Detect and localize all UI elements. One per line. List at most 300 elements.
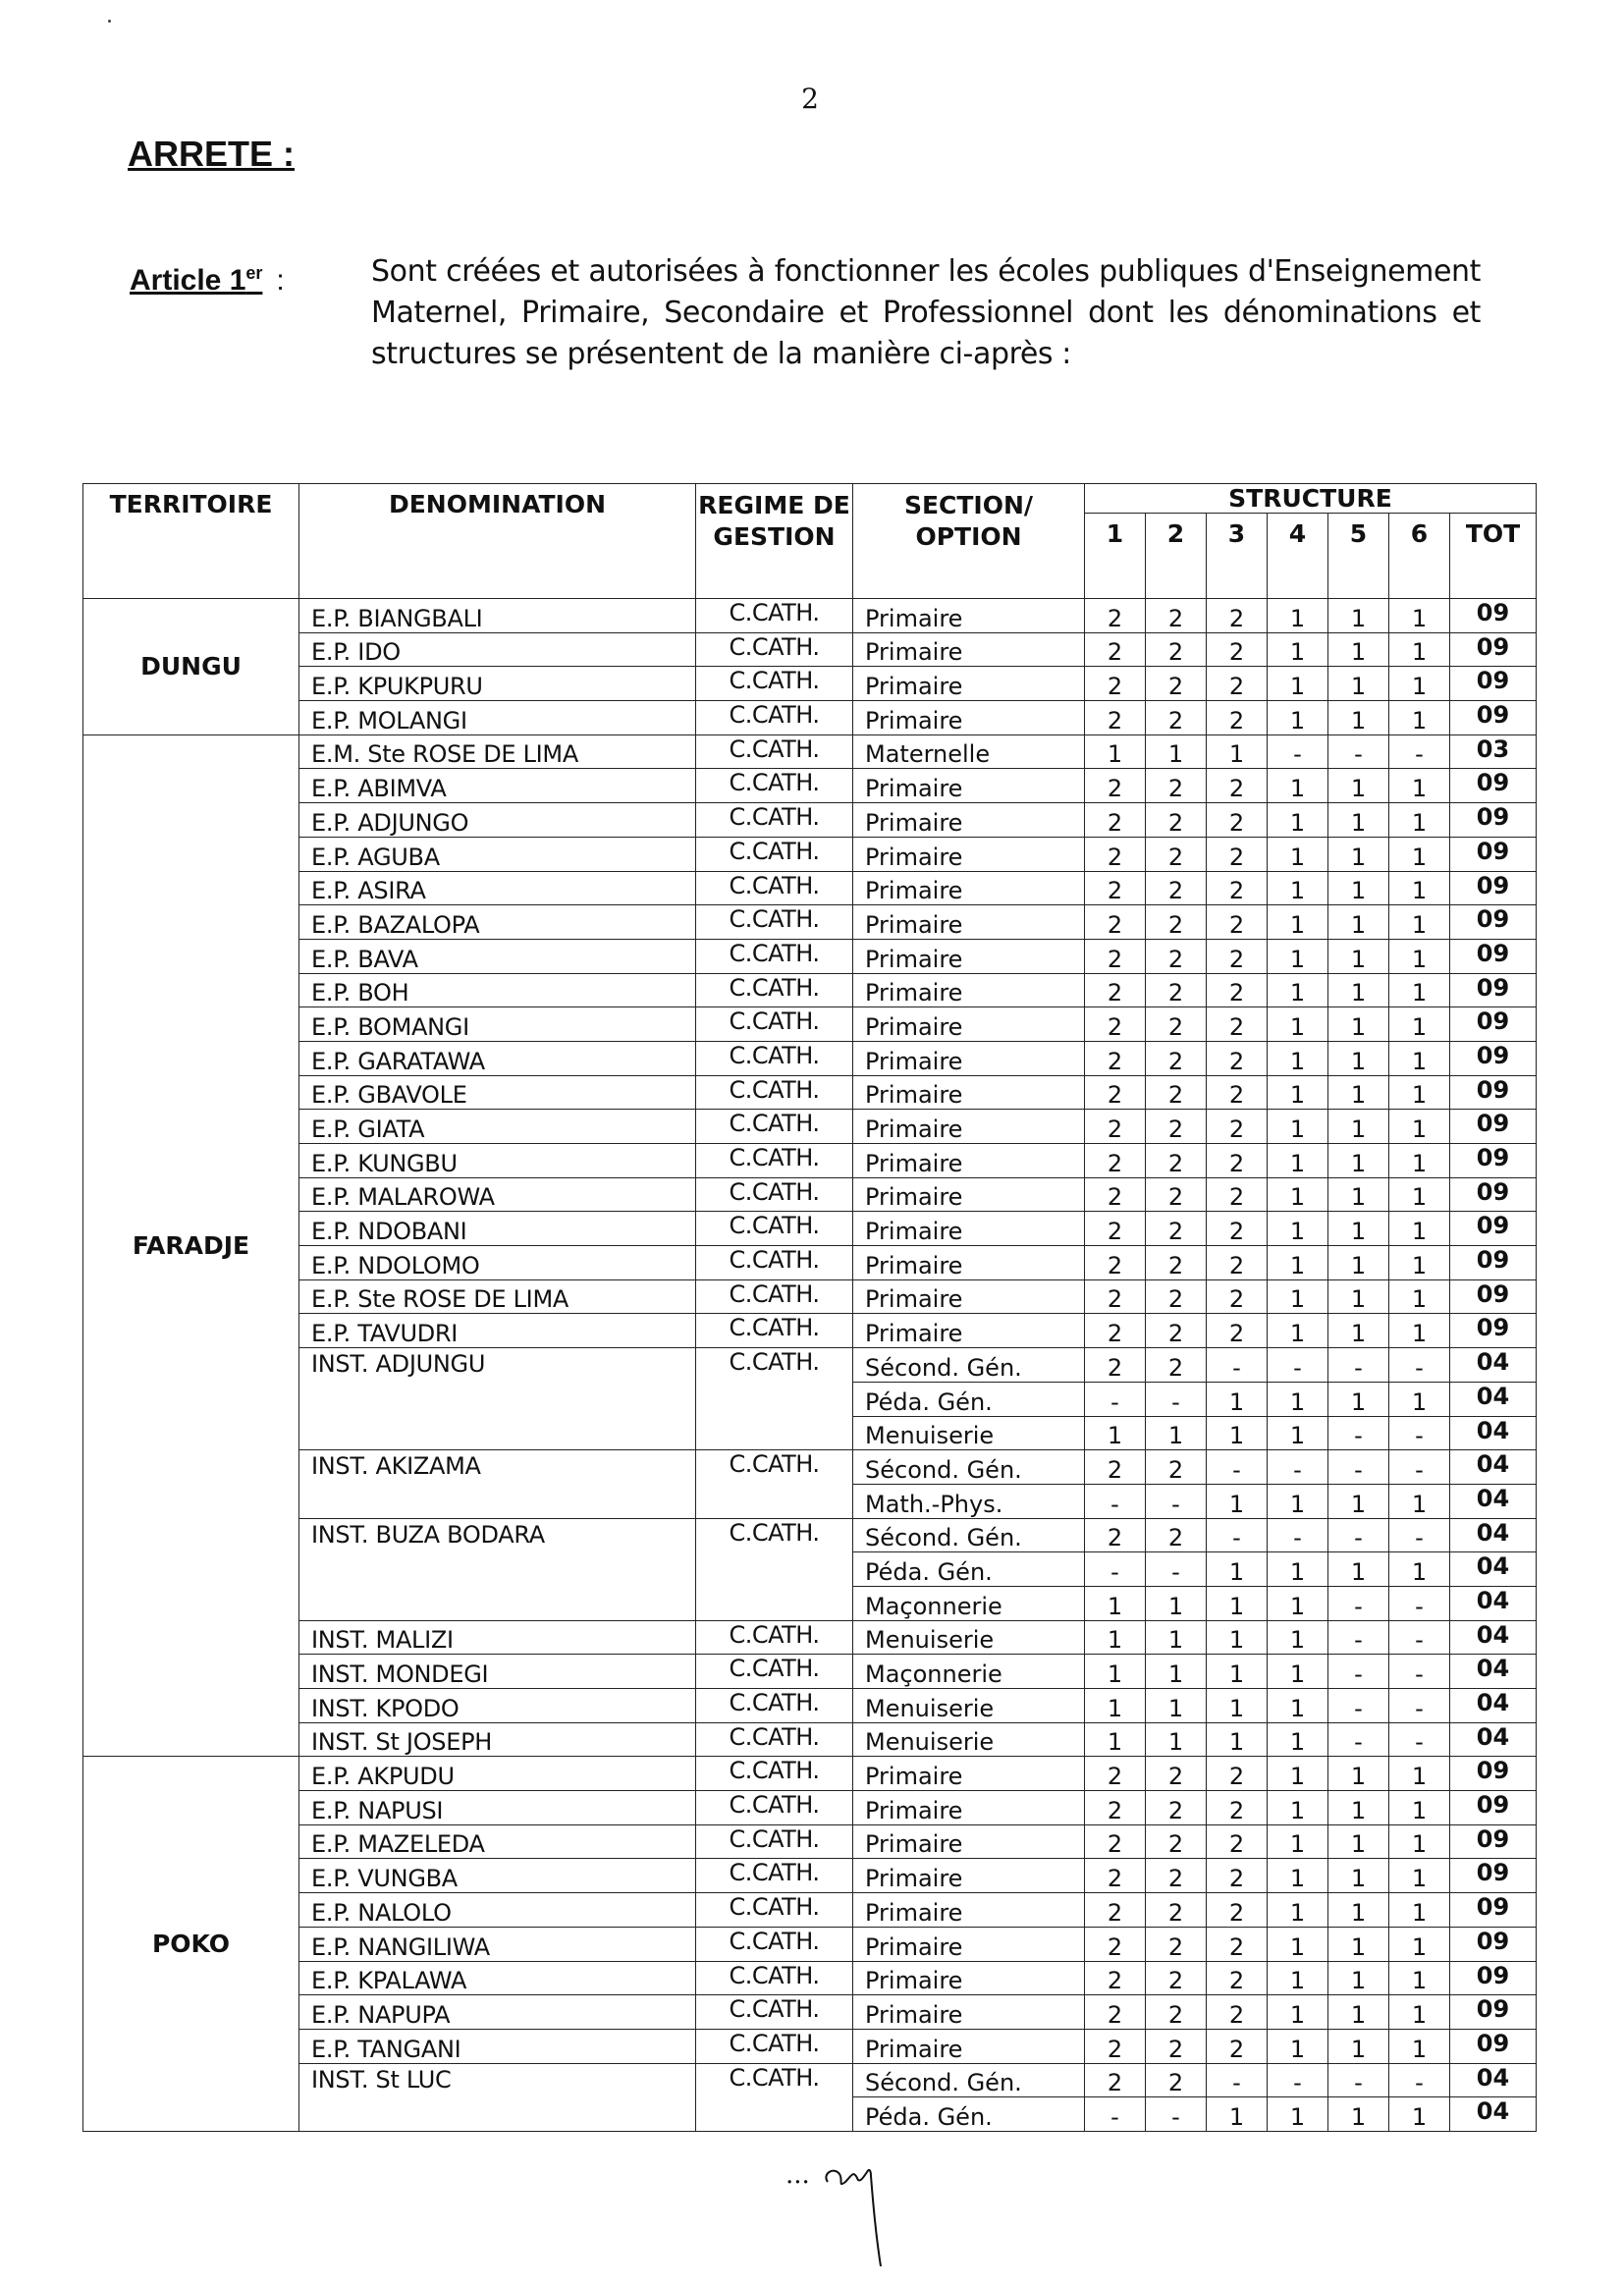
structure-cell-5: 1 — [1328, 803, 1389, 838]
structure-cell-4: 1 — [1268, 1110, 1328, 1144]
structure-cell-6: 1 — [1389, 1144, 1450, 1178]
regime-cell: C.CATH. — [696, 769, 853, 803]
structure-cell-1: 2 — [1085, 1893, 1146, 1928]
regime-cell: C.CATH. — [696, 1893, 853, 1928]
structure-cell-3: 1 — [1207, 1689, 1268, 1723]
structure-cell-5: 1 — [1328, 769, 1389, 803]
denomination-cell: E.P. MAZELEDA — [299, 1824, 696, 1859]
structure-cell-4: 1 — [1268, 1620, 1328, 1655]
structure-cell-1: 2 — [1085, 905, 1146, 940]
denomination-cell: E.P. NAPUSI — [299, 1791, 696, 1825]
total-cell: 09 — [1450, 701, 1537, 735]
regime-cell: C.CATH. — [696, 905, 853, 940]
structure-cell-6: - — [1389, 1518, 1450, 1552]
denomination-cell: E.P. KUNGBU — [299, 1144, 696, 1178]
table-row — [83, 1791, 1537, 1825]
structure-cell-3: 2 — [1207, 1995, 1268, 2030]
structure-cell-6: 1 — [1389, 1110, 1450, 1144]
structure-cell-4: 1 — [1268, 803, 1328, 838]
section-cell: Primaire — [853, 1075, 1085, 1110]
structure-cell-4: 1 — [1268, 1484, 1328, 1518]
structure-cell-6: - — [1389, 1689, 1450, 1723]
structure-cell-2: 2 — [1146, 1791, 1207, 1825]
structure-cell-4: 1 — [1268, 1041, 1328, 1075]
section-cell: Primaire — [853, 1791, 1085, 1825]
structure-cell-4: 1 — [1268, 1722, 1328, 1757]
section-cell: Sécond. Gén. — [853, 2063, 1085, 2097]
total-cell: 09 — [1450, 1007, 1537, 1042]
section-cell: Primaire — [853, 1110, 1085, 1144]
regime-cell: C.CATH. — [696, 973, 853, 1007]
structure-cell-3: 2 — [1207, 1859, 1268, 1893]
structure-cell-4: - — [1268, 2063, 1328, 2097]
denomination-cell: E.P. NAPUPA — [299, 1995, 696, 2030]
structure-cell-5: 1 — [1328, 1075, 1389, 1110]
total-cell: 09 — [1450, 769, 1537, 803]
structure-cell-5: 1 — [1328, 1144, 1389, 1178]
structure-cell-2: 2 — [1146, 1927, 1207, 1961]
section-cell: Primaire — [853, 1927, 1085, 1961]
article-label-text — [130, 264, 262, 297]
denomination-cell: INST. KPODO — [299, 1689, 696, 1723]
header-structure: STRUCTURE — [1085, 484, 1537, 514]
structure-cell-1: 1 — [1085, 1655, 1146, 1689]
structure-cell-2: 2 — [1146, 1177, 1207, 1212]
structure-cell-2: 2 — [1146, 939, 1207, 973]
table-row — [83, 1212, 1537, 1246]
structure-cell-6: - — [1389, 1620, 1450, 1655]
total-cell: 09 — [1450, 1279, 1537, 1314]
structure-cell-2: 2 — [1146, 1279, 1207, 1314]
structure-cell-3: 2 — [1207, 1279, 1268, 1314]
structure-cell-6: - — [1389, 1416, 1450, 1450]
section-cell: Primaire — [853, 769, 1085, 803]
structure-cell-2: 2 — [1146, 803, 1207, 838]
table-row — [83, 1893, 1537, 1928]
regime-cell: C.CATH. — [696, 1995, 853, 2030]
denomination-cell: E.P. TAVUDRI — [299, 1314, 696, 1348]
structure-cell-3: 1 — [1207, 1382, 1268, 1416]
structure-cell-2: 2 — [1146, 871, 1207, 905]
structure-cell-5: 1 — [1328, 905, 1389, 940]
structure-cell-4: 1 — [1268, 1655, 1328, 1689]
total-cell: 04 — [1450, 1722, 1537, 1757]
continuation-mark — [785, 2160, 898, 2278]
structure-cell-6: 1 — [1389, 1246, 1450, 1280]
total-cell: 04 — [1450, 1655, 1537, 1689]
structure-cell-4: 1 — [1268, 1279, 1328, 1314]
structure-cell-4: 1 — [1268, 1382, 1328, 1416]
structure-cell-4: 1 — [1268, 1586, 1328, 1620]
structure-cell-5: 1 — [1328, 837, 1389, 871]
section-cell: Primaire — [853, 1246, 1085, 1280]
section-cell: Sécond. Gén. — [853, 1450, 1085, 1485]
regime-cell: C.CATH. — [696, 1279, 853, 1314]
table-row — [83, 1144, 1537, 1178]
structure-cell-5: 1 — [1328, 1177, 1389, 1212]
table-row — [83, 1314, 1537, 1348]
structure-cell-5: 1 — [1328, 1893, 1389, 1928]
structure-cell-2: 1 — [1146, 1722, 1207, 1757]
structure-cell-6: 1 — [1389, 973, 1450, 1007]
structure-cell-6: 1 — [1389, 2029, 1450, 2063]
header-section: SECTION/ OPTION — [853, 484, 1085, 599]
total-cell: 09 — [1450, 1041, 1537, 1075]
structure-cell-3: 2 — [1207, 1212, 1268, 1246]
structure-cell-4: 1 — [1268, 1859, 1328, 1893]
section-cell: Primaire — [853, 1893, 1085, 1928]
structure-cell-3: - — [1207, 2063, 1268, 2097]
total-cell: 09 — [1450, 871, 1537, 905]
structure-cell-4: - — [1268, 1348, 1328, 1383]
structure-cell-1: 2 — [1085, 939, 1146, 973]
structure-cell-6: 1 — [1389, 905, 1450, 940]
total-cell: 09 — [1450, 1110, 1537, 1144]
denomination-cell: E.P. MOLANGI — [299, 701, 696, 735]
total-cell: 04 — [1450, 1552, 1537, 1587]
denomination-cell: E.P. TANGANI — [299, 2029, 696, 2063]
section-cell: Maçonnerie — [853, 1655, 1085, 1689]
structure-cell-6: - — [1389, 1450, 1450, 1485]
structure-cell-6: 1 — [1389, 837, 1450, 871]
section-cell: Primaire — [853, 1279, 1085, 1314]
total-cell: 09 — [1450, 1314, 1537, 1348]
total-cell: 09 — [1450, 1927, 1537, 1961]
structure-cell-5: 1 — [1328, 973, 1389, 1007]
total-cell: 04 — [1450, 1484, 1537, 1518]
structure-cell-5: - — [1328, 1620, 1389, 1655]
structure-cell-3: - — [1207, 1348, 1268, 1383]
total-cell: 04 — [1450, 1689, 1537, 1723]
structure-cell-5: 1 — [1328, 1212, 1389, 1246]
structure-cell-4: 1 — [1268, 2029, 1328, 2063]
table-body — [83, 599, 1537, 2132]
total-cell: 09 — [1450, 2029, 1537, 2063]
section-cell: Primaire — [853, 905, 1085, 940]
structure-cell-3: 2 — [1207, 1110, 1268, 1144]
section-cell: Sécond. Gén. — [853, 1348, 1085, 1383]
structure-cell-4: 1 — [1268, 837, 1328, 871]
structure-cell-4: - — [1268, 1450, 1328, 1485]
table-row — [83, 734, 1537, 769]
section-cell: Primaire — [853, 871, 1085, 905]
structure-cell-3: 2 — [1207, 1144, 1268, 1178]
regime-cell: C.CATH. — [696, 1314, 853, 1348]
structure-cell-3: 2 — [1207, 973, 1268, 1007]
regime-cell: C.CATH. — [696, 939, 853, 973]
structure-cell-5: 1 — [1328, 2029, 1389, 2063]
table-row — [83, 1075, 1537, 1110]
table-row — [83, 905, 1537, 940]
structure-cell-6: 1 — [1389, 1279, 1450, 1314]
structure-cell-5: 1 — [1328, 1859, 1389, 1893]
structure-cell-4: 1 — [1268, 1689, 1328, 1723]
regime-cell: C.CATH. — [696, 1075, 853, 1110]
structure-cell-1: 1 — [1085, 734, 1146, 769]
table-row — [83, 803, 1537, 838]
total-cell: 09 — [1450, 632, 1537, 667]
structure-cell-1: 2 — [1085, 1007, 1146, 1042]
structure-cell-3: 2 — [1207, 2029, 1268, 2063]
structure-cell-4: 1 — [1268, 1246, 1328, 1280]
structure-cell-1: 2 — [1085, 701, 1146, 735]
section-cell: Maternelle — [853, 734, 1085, 769]
structure-cell-2: - — [1146, 1484, 1207, 1518]
scan-artifact — [108, 20, 111, 23]
header-col-3: 3 — [1207, 514, 1268, 599]
structure-cell-4: 1 — [1268, 701, 1328, 735]
structure-cell-3: 2 — [1207, 803, 1268, 838]
structure-cell-2: 2 — [1146, 632, 1207, 667]
structure-cell-1: 2 — [1085, 632, 1146, 667]
regime-cell: C.CATH. — [696, 837, 853, 871]
denomination-cell: E.P. ADJUNGO — [299, 803, 696, 838]
structure-cell-2: - — [1146, 1382, 1207, 1416]
total-cell: 09 — [1450, 1961, 1537, 1995]
section-cell: Primaire — [853, 1961, 1085, 1995]
table-row — [83, 2063, 1537, 2097]
structure-cell-3: 2 — [1207, 1177, 1268, 1212]
structure-cell-3: 2 — [1207, 599, 1268, 633]
denomination-cell: E.P. BAVA — [299, 939, 696, 973]
article-label — [130, 263, 285, 298]
section-cell: Primaire — [853, 1041, 1085, 1075]
structure-cell-2: 2 — [1146, 1144, 1207, 1178]
structure-cell-1: 2 — [1085, 1995, 1146, 2030]
structure-cell-3: 2 — [1207, 1007, 1268, 1042]
total-cell: 09 — [1450, 837, 1537, 871]
structure-cell-4: 1 — [1268, 1212, 1328, 1246]
header-col-6: 6 — [1389, 514, 1450, 599]
structure-cell-2: 2 — [1146, 1110, 1207, 1144]
structure-cell-5: 1 — [1328, 1791, 1389, 1825]
regime-cell: C.CATH. — [696, 667, 853, 701]
total-cell: 04 — [1450, 1586, 1537, 1620]
table-row — [83, 632, 1537, 667]
total-cell: 09 — [1450, 973, 1537, 1007]
territoire-cell: DUNGU — [83, 599, 299, 735]
structure-cell-2: 2 — [1146, 1995, 1207, 2030]
structure-cell-2: 1 — [1146, 1620, 1207, 1655]
denomination-cell: E.P. GIATA — [299, 1110, 696, 1144]
structure-cell-1: 2 — [1085, 599, 1146, 633]
structure-cell-1: 2 — [1085, 1110, 1146, 1144]
regime-cell: C.CATH. — [696, 599, 853, 633]
signature-initials — [820, 2160, 898, 2278]
structure-cell-5: 1 — [1328, 871, 1389, 905]
structure-cell-1: - — [1085, 1552, 1146, 1587]
structure-cell-1: 2 — [1085, 1246, 1146, 1280]
article-body: Sont créées et autorisées à fonctionner les écoles publiques d'Enseignement Maternel, Primaire, Secondaire et Professionnel dont les dénominations et structures se présentent de la manière ci-après : — [371, 254, 1481, 371]
structure-cell-3: 1 — [1207, 1722, 1268, 1757]
structure-cell-6: 1 — [1389, 2097, 1450, 2132]
structure-cell-2: - — [1146, 1552, 1207, 1587]
section-cell: Menuiserie — [853, 1620, 1085, 1655]
table-row — [83, 667, 1537, 701]
structure-cell-6: 1 — [1389, 1484, 1450, 1518]
denomination-cell: E.P. NDOBANI — [299, 1212, 696, 1246]
continuation-dots: ... — [785, 2160, 810, 2190]
total-cell: 04 — [1450, 2063, 1537, 2097]
section-cell: Péda. Gén. — [853, 1382, 1085, 1416]
structure-cell-1: 2 — [1085, 1144, 1146, 1178]
total-cell: 04 — [1450, 1620, 1537, 1655]
table-row — [83, 701, 1537, 735]
structure-cell-6: 1 — [1389, 939, 1450, 973]
regime-cell: C.CATH. — [696, 2029, 853, 2063]
structure-cell-6: - — [1389, 734, 1450, 769]
header-col-1: 1 — [1085, 514, 1146, 599]
structure-cell-3: 1 — [1207, 1484, 1268, 1518]
structure-cell-5: 1 — [1328, 1314, 1389, 1348]
structure-cell-4: 1 — [1268, 1007, 1328, 1042]
table-row — [83, 1110, 1537, 1144]
regime-cell: C.CATH. — [696, 1620, 853, 1655]
structure-cell-5: 1 — [1328, 1484, 1389, 1518]
table-row — [83, 1620, 1537, 1655]
structure-cell-1: 2 — [1085, 1314, 1146, 1348]
structure-cell-4: - — [1268, 734, 1328, 769]
structure-cell-6: 1 — [1389, 1552, 1450, 1587]
structure-cell-6: 1 — [1389, 1382, 1450, 1416]
table-row — [83, 1041, 1537, 1075]
denomination-cell: INST. St JOSEPH — [299, 1722, 696, 1757]
territoire-cell: POKO — [83, 1757, 299, 2132]
regime-cell: C.CATH. — [696, 1212, 853, 1246]
section-cell: Péda. Gén. — [853, 2097, 1085, 2132]
denomination-cell: E.P. IDO — [299, 632, 696, 667]
structure-cell-2: 2 — [1146, 837, 1207, 871]
regime-cell: C.CATH. — [696, 1722, 853, 1757]
structure-cell-1: 1 — [1085, 1620, 1146, 1655]
total-cell: 09 — [1450, 1177, 1537, 1212]
structure-cell-1: 1 — [1085, 1689, 1146, 1723]
denomination-cell: E.P. KPUKPURU — [299, 667, 696, 701]
article-colon: : — [276, 264, 285, 297]
denomination-cell: E.P. BAZALOPA — [299, 905, 696, 940]
structure-cell-6: - — [1389, 1655, 1450, 1689]
structure-cell-4: 1 — [1268, 1416, 1328, 1450]
structure-cell-1: 1 — [1085, 1586, 1146, 1620]
structure-cell-5: 1 — [1328, 1995, 1389, 2030]
structure-cell-2: 1 — [1146, 1655, 1207, 1689]
structure-cell-5: 1 — [1328, 1961, 1389, 1995]
table-row — [83, 1757, 1537, 1791]
document-heading: ARRETE : — [128, 134, 295, 174]
section-cell: Sécond. Gén. — [853, 1518, 1085, 1552]
structure-cell-5: - — [1328, 1518, 1389, 1552]
header-col-2: 2 — [1146, 514, 1207, 599]
structure-cell-6: 1 — [1389, 667, 1450, 701]
structure-cell-4: 1 — [1268, 667, 1328, 701]
structure-cell-1: 2 — [1085, 1757, 1146, 1791]
structure-cell-6: - — [1389, 1722, 1450, 1757]
structure-cell-3: - — [1207, 1450, 1268, 1485]
regime-cell: C.CATH. — [696, 1824, 853, 1859]
table-row — [83, 1995, 1537, 2030]
denomination-cell: E.P. NDOLOMO — [299, 1246, 696, 1280]
structure-cell-1: - — [1085, 1382, 1146, 1416]
structure-cell-3: 2 — [1207, 1961, 1268, 1995]
section-cell: Primaire — [853, 1757, 1085, 1791]
structure-cell-2: 2 — [1146, 701, 1207, 735]
structure-cell-5: 1 — [1328, 701, 1389, 735]
structure-cell-2: 2 — [1146, 1450, 1207, 1485]
section-cell: Primaire — [853, 599, 1085, 633]
structure-cell-6: - — [1389, 1586, 1450, 1620]
regime-cell: C.CATH. — [696, 1450, 853, 1518]
denomination-cell: INST. BUZA BODARA — [299, 1518, 696, 1620]
structure-cell-2: 1 — [1146, 1586, 1207, 1620]
denomination-cell: INST. St LUC — [299, 2063, 696, 2131]
structure-cell-1: 2 — [1085, 837, 1146, 871]
total-cell: 09 — [1450, 1144, 1537, 1178]
structure-cell-6: 1 — [1389, 871, 1450, 905]
table-row — [83, 1689, 1537, 1723]
structure-cell-3: 2 — [1207, 837, 1268, 871]
structure-cell-3: 2 — [1207, 632, 1268, 667]
structure-cell-6: 1 — [1389, 1041, 1450, 1075]
total-cell: 09 — [1450, 1824, 1537, 1859]
schools-table-container — [82, 483, 1537, 2132]
structure-cell-6: 1 — [1389, 1995, 1450, 2030]
table-row — [83, 939, 1537, 973]
structure-cell-4: - — [1268, 1518, 1328, 1552]
section-cell: Primaire — [853, 701, 1085, 735]
structure-cell-1: 2 — [1085, 769, 1146, 803]
structure-cell-3: 2 — [1207, 1893, 1268, 1928]
structure-cell-3: 1 — [1207, 1416, 1268, 1450]
structure-cell-3: 2 — [1207, 871, 1268, 905]
structure-cell-4: 1 — [1268, 769, 1328, 803]
denomination-cell: E.P. NANGILIWA — [299, 1927, 696, 1961]
total-cell: 09 — [1450, 1893, 1537, 1928]
table-row — [83, 1518, 1537, 1552]
regime-cell: C.CATH. — [696, 1757, 853, 1791]
structure-cell-6: 1 — [1389, 1314, 1450, 1348]
total-cell: 04 — [1450, 1450, 1537, 1485]
section-cell: Primaire — [853, 667, 1085, 701]
structure-cell-1: 2 — [1085, 1450, 1146, 1485]
table-row — [83, 1450, 1537, 1485]
denomination-cell: E.P. VUNGBA — [299, 1859, 696, 1893]
structure-cell-2: 2 — [1146, 1075, 1207, 1110]
structure-cell-5: 1 — [1328, 1041, 1389, 1075]
structure-cell-5: 1 — [1328, 1279, 1389, 1314]
structure-cell-6: 1 — [1389, 701, 1450, 735]
structure-cell-3: 2 — [1207, 1246, 1268, 1280]
total-cell: 09 — [1450, 599, 1537, 633]
structure-cell-6: 1 — [1389, 1757, 1450, 1791]
structure-cell-5: - — [1328, 734, 1389, 769]
structure-cell-5: 1 — [1328, 1246, 1389, 1280]
section-cell: Primaire — [853, 1995, 1085, 2030]
structure-cell-2: 2 — [1146, 1348, 1207, 1383]
structure-cell-5: 1 — [1328, 1007, 1389, 1042]
structure-cell-2: 2 — [1146, 1757, 1207, 1791]
regime-cell: C.CATH. — [696, 1791, 853, 1825]
structure-cell-5: 1 — [1328, 632, 1389, 667]
header-row-1 — [83, 484, 1537, 514]
structure-cell-6: 1 — [1389, 803, 1450, 838]
total-cell: 09 — [1450, 905, 1537, 940]
regime-cell: C.CATH. — [696, 1961, 853, 1995]
denomination-cell: E.P. Ste ROSE DE LIMA — [299, 1279, 696, 1314]
regime-cell: C.CATH. — [696, 1110, 853, 1144]
structure-cell-2: 2 — [1146, 973, 1207, 1007]
section-cell: Primaire — [853, 939, 1085, 973]
header-territoire: TERRITOIRE — [83, 484, 299, 599]
